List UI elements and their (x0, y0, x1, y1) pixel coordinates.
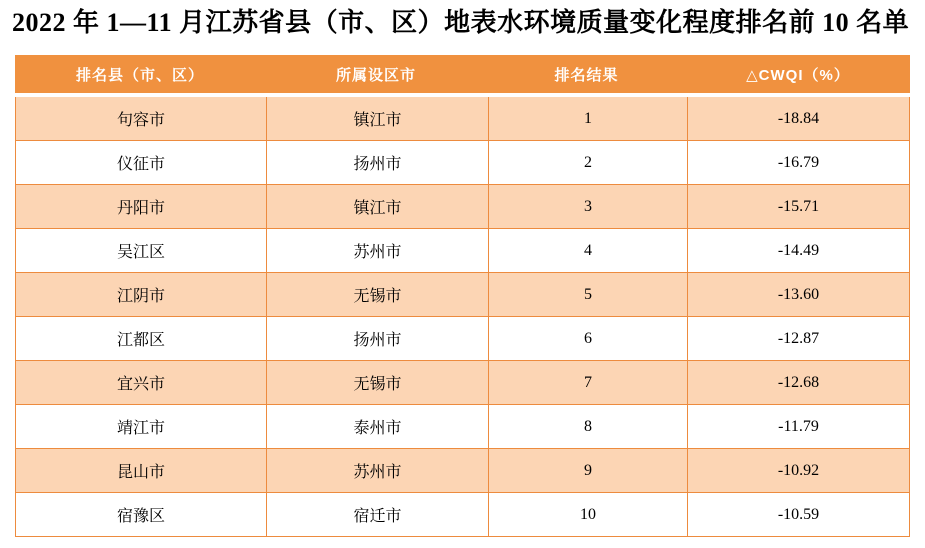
city-cell: 无锡市 (266, 361, 488, 404)
rank-cell: 3 (488, 185, 687, 228)
cwqi-cell: -12.68 (687, 361, 909, 404)
city-cell: 宿迁市 (266, 493, 488, 536)
cwqi-cell: -13.60 (687, 273, 909, 316)
rank-cell: 2 (488, 141, 687, 184)
cwqi-cell: -10.92 (687, 449, 909, 492)
header-cell-county: 排名县（市、区） (75, 66, 204, 84)
cwqi-cell: -15.71 (687, 185, 909, 228)
header-cell-cwqi: △CWQI（%） (746, 66, 850, 84)
rank-cell: 1 (488, 97, 687, 140)
county-cell: 靖江市 (116, 420, 165, 437)
city-cell: 镇江市 (266, 97, 488, 140)
cwqi-cell: -16.79 (687, 141, 909, 184)
county-cell: 丹阳市 (116, 200, 165, 217)
cwqi-cell: -11.79 (687, 405, 909, 448)
table-row (16, 272, 909, 316)
city-cell: 苏州市 (266, 449, 488, 492)
county-cell: 江都区 (116, 332, 165, 349)
county-cell: 句容市 (116, 112, 165, 129)
city-cell: 扬州市 (266, 141, 488, 184)
table-row (16, 228, 909, 272)
table-row (16, 316, 909, 360)
table-header-row (15, 55, 910, 93)
county-cell: 江阴市 (116, 288, 165, 305)
table-row (16, 404, 909, 448)
table-body (15, 97, 910, 537)
county-cell: 仪征市 (116, 156, 165, 173)
rank-cell: 10 (488, 493, 687, 536)
header-cell-city: 所属设区市 (335, 66, 416, 84)
county-cell: 吴江区 (116, 244, 165, 261)
rank-cell: 7 (488, 361, 687, 404)
city-cell: 扬州市 (266, 317, 488, 360)
ranking-table (15, 55, 910, 537)
county-cell: 宿豫区 (116, 508, 165, 525)
rank-cell: 8 (488, 405, 687, 448)
city-cell: 苏州市 (266, 229, 488, 272)
page-title: 2022 年 1—11 月江苏省县（市、区）地表水环境质量变化程度排名前 10 名单 (12, 8, 910, 37)
header-cell-rank: 排名结果 (554, 66, 619, 84)
city-cell: 泰州市 (266, 405, 488, 448)
table-row (16, 448, 909, 492)
city-cell: 镇江市 (266, 185, 488, 228)
county-cell: 宜兴市 (116, 376, 165, 393)
table-row (16, 140, 909, 184)
rank-cell: 5 (488, 273, 687, 316)
cwqi-cell: -12.87 (687, 317, 909, 360)
table-row (16, 492, 909, 536)
cwqi-cell: -14.49 (687, 229, 909, 272)
cwqi-cell: -10.59 (687, 493, 909, 536)
cwqi-cell: -18.84 (687, 97, 909, 140)
rank-cell: 9 (488, 449, 687, 492)
table-row (16, 97, 909, 140)
table-row (16, 360, 909, 404)
rank-cell: 6 (488, 317, 687, 360)
city-cell: 无锡市 (266, 273, 488, 316)
rank-cell: 4 (488, 229, 687, 272)
table-row (16, 184, 909, 228)
county-cell: 昆山市 (116, 464, 165, 481)
